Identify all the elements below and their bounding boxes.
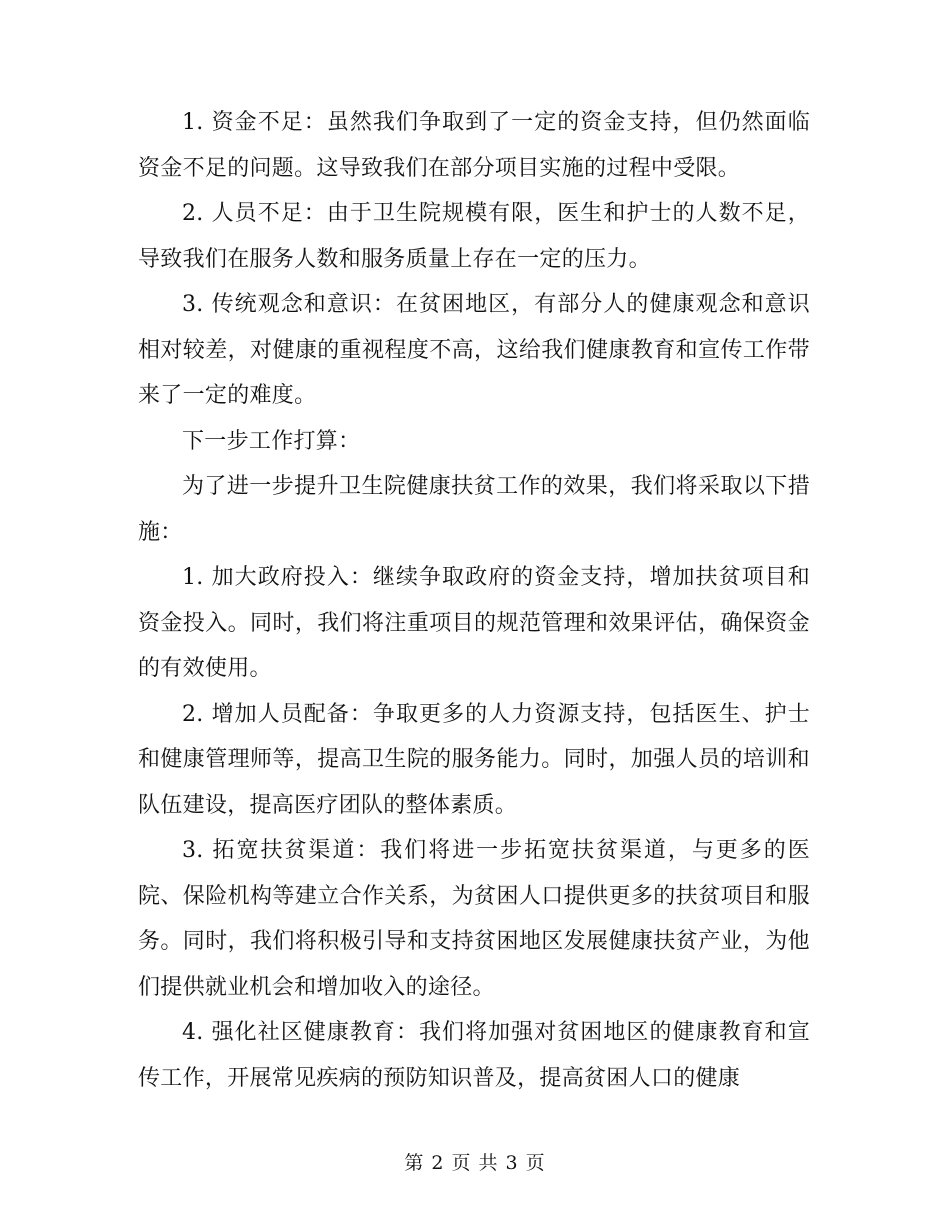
paragraph-government-investment: 1. 加大政府投入：继续争取政府的资金支持，增加扶贫项目和资金投入。同时，我们将注重项目的规范管理和效果评估，确保资金的有效使用。 xyxy=(138,565,810,681)
paragraph-poverty-channels: 3. 拓宽扶贫渠道：我们将进一步拓宽扶贫渠道，与更多的医院、保险机构等建立合作关系，为贫困人口提供更多的扶贫项目和服务。同时，我们将积极引导和支持贫困地区发展健康扶贫产业，为他们提供就业机会和增加收入的途径。 xyxy=(138,838,810,1000)
paragraph-measures-intro: 为了进一步提升卫生院健康扶贫工作的效果，我们将采取以下措施： xyxy=(138,474,810,545)
section-heading-next-steps: 下一步工作打算： xyxy=(182,428,361,454)
paragraph-traditional-concepts: 3. 传统观念和意识：在贫困地区，有部分人的健康观念和意识相对较差，对健康的重视程度不高，这给我们健康教育和宣传工作带来了一定的难度。 xyxy=(138,292,810,408)
paragraph-community-education: 4. 强化社区健康教育：我们将加强对贫困地区的健康教育和宣传工作，开展常见疾病的预防知识普及，提高贫困人口的健康 xyxy=(138,1020,810,1091)
paragraph-staff-shortage: 2. 人员不足：由于卫生院规模有限，医生和护士的人数不足，导致我们在服务人数和服务质量上存在一定的压力。 xyxy=(138,201,810,272)
page-number-footer: 第 2 页 共 3 页 xyxy=(404,1152,546,1174)
paragraph-funding-shortage: 1. 资金不足：虽然我们争取到了一定的资金支持，但仍然面临资金不足的问题。这导致我们在部分项目实施的过程中受限。 xyxy=(138,110,810,181)
page-body xyxy=(138,100,810,1101)
paragraph-staffing: 2. 增加人员配备：争取更多的人力资源支持，包括医生、护士和健康管理师等，提高卫生院的服务能力。同时，加强人员的培训和队伍建设，提高医疗团队的整体素质。 xyxy=(138,701,810,818)
